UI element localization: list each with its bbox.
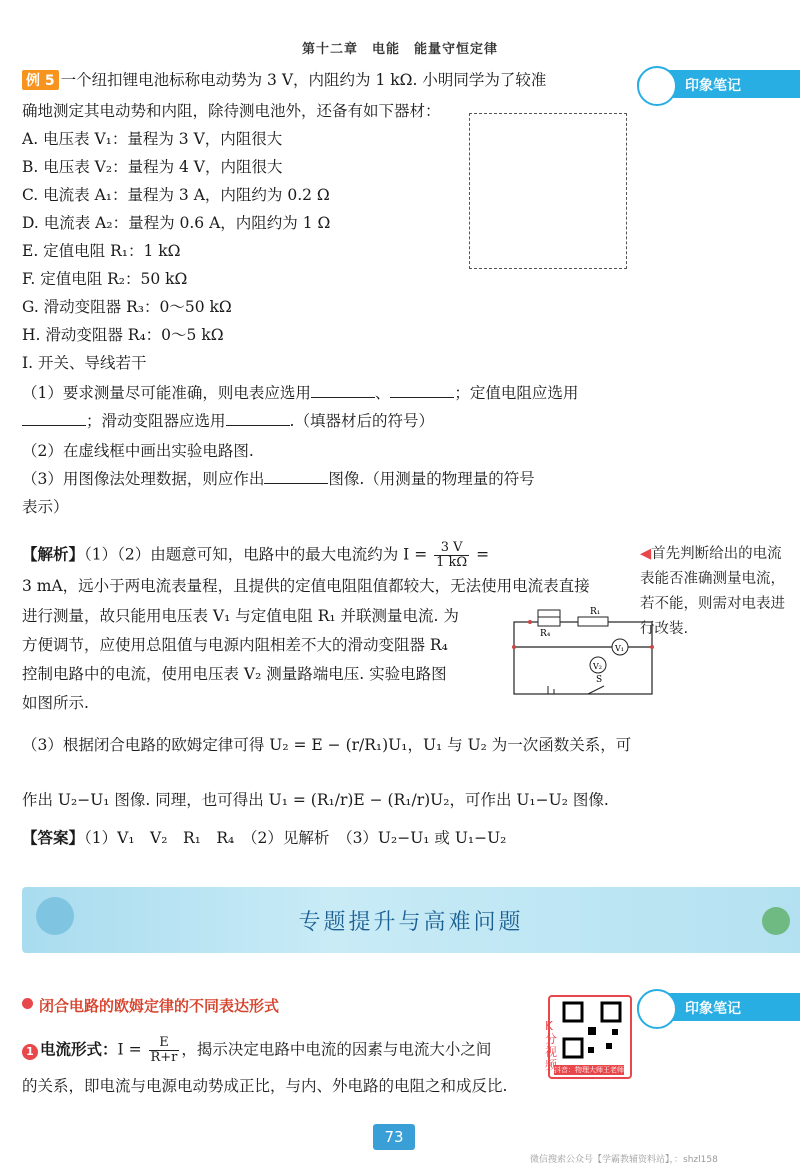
question-1: （1）要求测量尽可能准确，则电表应选用 、 ；定值电阻应选用 (22, 381, 578, 403)
analysis-line: 作出 U₂−U₁ 图像. 同理，也可得出 U₁ = (R₁/r)E − (R₁/r)U₂，可作出 U₁−U₂ 图像. (22, 791, 609, 809)
v1-label: V₁ (615, 644, 624, 653)
qr-pattern-icon (562, 1001, 638, 1061)
analysis-line: 方便调节，应使用总阻值与电源内阻相差不大的滑动变阻器 R₄ (22, 636, 448, 654)
answer-line: 【答案】（1）V₁ V₂ R₁ R₄ （2）见解析 （3）U₂−U₁ 或 U₁−U₂ (22, 828, 507, 847)
formula-fraction: $\frac{E}{R+r}$ (150, 1035, 178, 1065)
elephant-icon (637, 66, 677, 106)
analysis-label: 【解析】 (22, 544, 85, 564)
topic-bullet-icon (22, 998, 33, 1009)
note-tab-label: 印象笔记 (685, 1001, 741, 1017)
question-1-cont: ；滑动变阻器应选用 .（填器材后的符号） (22, 409, 434, 431)
equipment-item: A. 电压表 V₁：量程为 3 V，内阻很大 (22, 130, 283, 148)
footer-watermark: 微信搜索公众号【学霸教辅资料站】，：shzl158 (530, 1155, 718, 1165)
example-intro-2: 确地测定其电动势和内阻，除待测电池外，还备有如下器材： (22, 102, 441, 120)
equipment-item: G. 滑动变阻器 R₃：0～50 kΩ (22, 298, 232, 316)
equipment-item: C. 电流表 A₁：量程为 3 A，内阻约为 0.2 Ω (22, 186, 330, 204)
equipment-item: H. 滑动变阻器 R₄：0～5 kΩ (22, 326, 224, 344)
question-3: （3）用图像法处理数据，则应作出 图像.（用测量的物理量的符号 (22, 467, 535, 489)
analysis-line: 如图所示. (22, 694, 89, 712)
r4-label: R₄ (540, 629, 551, 639)
chapter-header: 第十二章 电能 能量守恒定律 (301, 42, 498, 57)
analysis-line: 进行测量，故只能用电压表 V₁ 与定值电阻 R₁ 并联测量电流. 为 (22, 607, 459, 625)
page-number: 73 (373, 1124, 415, 1150)
video-label: K分视频 (545, 1019, 558, 1072)
equipment-item: E. 定值电阻 R₁：1 kΩ (22, 242, 181, 260)
analysis-line: 控制电路中的电流，使用电压表 V₂ 测量路端电压. 实验电路图 (22, 665, 447, 683)
analysis-line: 【解析】（1）（2）由题意可知，电路中的最大电流约为 I = $\frac{3 V}{1 k\Omega}$ = (22, 540, 490, 570)
analysis-line: （3）根据闭合电路的欧姆定律可得 U₂ = E − (r/R₁)U₁，U₁ 与 U₂ 为一次函数关系，可 (22, 736, 632, 754)
analysis-line: 3 mA，远小于两电流表量程，且提供的定值电阻阻值都较大，无法使用电流表直接 (22, 577, 590, 595)
qr-code[interactable] (548, 995, 632, 1079)
example-tag: 例 5 (22, 70, 59, 90)
number-badge: 1 (22, 1044, 38, 1060)
question-2: （2）在虚线框中画出实验电路图. (22, 442, 254, 460)
note-tab-label: 印象笔记 (685, 78, 741, 94)
equipment-item: D. 电流表 A₂：量程为 0.6 A，内阻约为 1 Ω (22, 214, 331, 232)
note-tab-2 (637, 993, 800, 1021)
r1-resistor (578, 617, 608, 626)
elephant-icon (637, 989, 677, 1029)
circuit-drawing-box (469, 113, 627, 269)
example-intro-1: 例 5 一个纽扣锂电池标称电动势为 3 V，内阻约为 1 kΩ. 小明同学为了较准 (22, 68, 546, 90)
topic-item-cont: 的关系，即电流与电源电动势成正比，与内、外电路的电阻之和成反比. (22, 1077, 508, 1095)
switch (588, 686, 604, 694)
r1-label: R₁ (590, 607, 601, 617)
circuit-diagram (508, 600, 658, 710)
v2-label: V₂ (593, 662, 602, 671)
switch-label: S (596, 675, 603, 685)
note-tab (637, 70, 800, 98)
triangle-icon: ◀ (640, 546, 652, 562)
qr-caption: 抖音：物理大师王老师 (554, 1066, 624, 1074)
equipment-item: I. 开关、导线若干 (22, 354, 147, 372)
topic-title: 闭合电路的欧姆定律的不同表达形式 (39, 997, 280, 1015)
question-3-cont: 表示） (22, 498, 69, 516)
answer-label: 【答案】 (22, 828, 85, 847)
topic-item: 1 电流形式：I = $\frac{E}{R+r}$ ，揭示决定电路中电流的因素与电流大小之间 (22, 1036, 491, 1065)
equipment-item: F. 定值电阻 R₂：50 kΩ (22, 270, 188, 288)
banner-title: 专题提升与高难问题 (298, 910, 524, 935)
equipment-item: B. 电压表 V₂：量程为 4 V，内阻很大 (22, 158, 283, 176)
current-fraction: $\frac{3 V}{1 k\Omega}$ (436, 540, 468, 570)
section-banner (22, 887, 800, 953)
side-note: ◀首先判断给出的电流表能否准确测量电流，若不能，则需对电表进行改装. (640, 546, 785, 637)
